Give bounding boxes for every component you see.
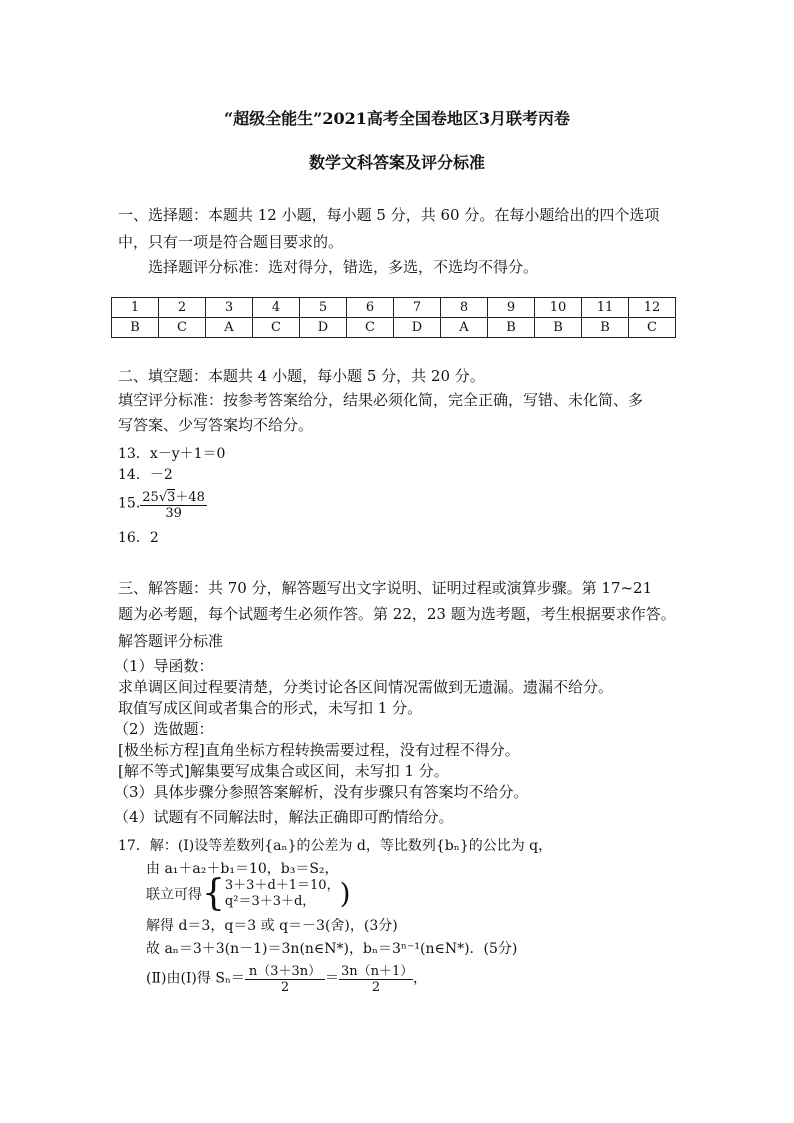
answer-cell: B [488,318,535,338]
right-paren-icon: ) [339,877,351,910]
q17-line2: 由 a₁＋a₂＋b₁＝10，b₃＝S₂， [146,861,339,877]
rule-2b: [解不等式]解集要写成集合或区间，未写扣 1 分。 [118,762,449,780]
question-number-cell: 3 [206,298,253,318]
rule-1b: 取值写成区间或者集合的形式，未写扣 1 分。 [118,699,423,717]
answer-cell: C [253,318,300,338]
page-subtitle: 数学文科答案及评分标准 [308,153,485,172]
q17-line3 [146,873,351,914]
question-number-cell: 10 [535,298,582,318]
section3-heading: 解答题评分标准 [118,632,224,650]
answer-cell: A [441,318,488,338]
q17-system-prefix: 联立可得 [146,887,202,903]
answer-cell: C [629,318,676,338]
answer-table-answer-row [112,318,676,338]
section1-line1: 一、选择题：本题共 12 小题，每小题 5 分，共 60 分。在每小题给出的四个选项 [118,206,660,224]
answer-16: 16．2 [118,530,159,546]
question-number-cell: 1 [112,298,159,318]
answer-13: 13．x－y＋1＝0 [118,446,226,462]
rule-3: （3）具体步骤分参照答案解析，没有步骤只有答案均不给分。 [114,783,529,801]
q17-line1: 17．解：(Ⅰ)设等差数列{aₙ}的公差为 d，等比数列{bₙ}的公比为 q， [118,838,553,854]
rule-2a: [极坐标方程]直角坐标方程转换需要过程，没有过程不得分。 [118,741,520,759]
answer-cell: D [394,318,441,338]
sum-fraction-2 [339,960,413,995]
page-title: “超级全能生”2021高考全国卷地区3月联考丙卷 [223,109,571,128]
section3-line2: 题为必考题，每个试题考生必须作答。第 22，23 题为选考题，考生根据要求作答。 [118,605,676,623]
answer-cell: B [112,318,159,338]
q17-line6-suffix: ， [413,970,427,987]
question-number-cell: 8 [441,298,488,318]
question-number-cell: 2 [159,298,206,318]
rule-4: （4）试题有不同解法时，解法正确即可酌情给分。 [114,808,454,826]
question-number-cell: 12 [629,298,676,318]
answer-15 [118,486,207,521]
system-eq-1: 3＋3＋d＋1＝10， [224,878,340,893]
section2-line1: 二、填空题：本题共 4 小题，每小题 5 分，共 20 分。 [118,367,485,385]
section2-criteria2: 写答案、少写答案均不给分。 [118,416,314,434]
answer-table-number-row [112,298,676,318]
sum-fraction-1-denominator: 2 [280,980,290,995]
sum-fraction-1 [245,960,325,995]
q17-line5: 故 aₙ＝3＋3(n－1)＝3n(n∈N*)，bₙ＝3ⁿ⁻¹(n∈N*)．(5分) [146,941,518,957]
numerator-coefficient: 25 [142,490,159,505]
answer-15-fraction [140,486,207,521]
section1-criteria: 选择题评分标准：选对得分，错选，多选，不选均不得分。 [148,258,539,276]
numerator-constant: ＋48 [175,490,205,505]
answer-cell: A [206,318,253,338]
numerator-radicand: 3 [167,490,176,505]
answer-cell: C [159,318,206,338]
question-number-cell: 11 [582,298,629,318]
sum-fraction-2-numerator: 3n（n＋1） [339,960,413,980]
answer-cell: B [582,318,629,338]
q17-line4: 解得 d＝3，q＝3 或 q＝－3(舍)，(3分) [146,918,398,934]
question-number-cell: 9 [488,298,535,318]
rule-1: （1）导函数： [114,657,214,675]
section1-line2: 中，只有一项是符合题目要求的。 [118,233,344,251]
section2-criteria1: 填空评分标准：按参考答案给分，结果必须化简，完全正确，写错、未化简、多 [118,391,644,409]
answer-15-numerator: 25√3＋48 [140,486,207,506]
equals-sign: ＝ [325,970,339,987]
q17-line6-prefix: (Ⅱ)由(Ⅰ)得 Sₙ＝ [146,970,245,987]
q17-line6 [146,960,427,995]
sum-fraction-1-numerator: n（3＋3n） [245,960,325,980]
q17-equation-system [225,878,340,910]
answer-15-prefix: 15. [118,495,141,512]
answer-table [111,297,676,338]
question-number-cell: 6 [347,298,394,318]
question-number-cell: 5 [300,298,347,318]
left-brace-icon: { [202,873,225,914]
answer-cell: B [535,318,582,338]
question-number-cell: 7 [394,298,441,318]
answer-15-denominator: 39 [165,506,182,521]
section3-line1: 三、解答题：共 70 分，解答题写出文字说明、证明过程或演算步骤。第 17~21 [118,579,653,597]
rule-2: （2）选做题： [114,720,214,738]
sum-fraction-2-denominator: 2 [371,980,381,995]
answer-cell: D [300,318,347,338]
system-eq-2: q²＝3＋3＋d， [224,894,316,909]
answer-cell: C [347,318,394,338]
answer-14: 14．－2 [118,467,173,483]
rule-1a: 求单调区间过程要清楚，分类讨论各区间情况需做到无遗漏。遗漏不给分。 [118,678,614,696]
question-number-cell: 4 [253,298,300,318]
